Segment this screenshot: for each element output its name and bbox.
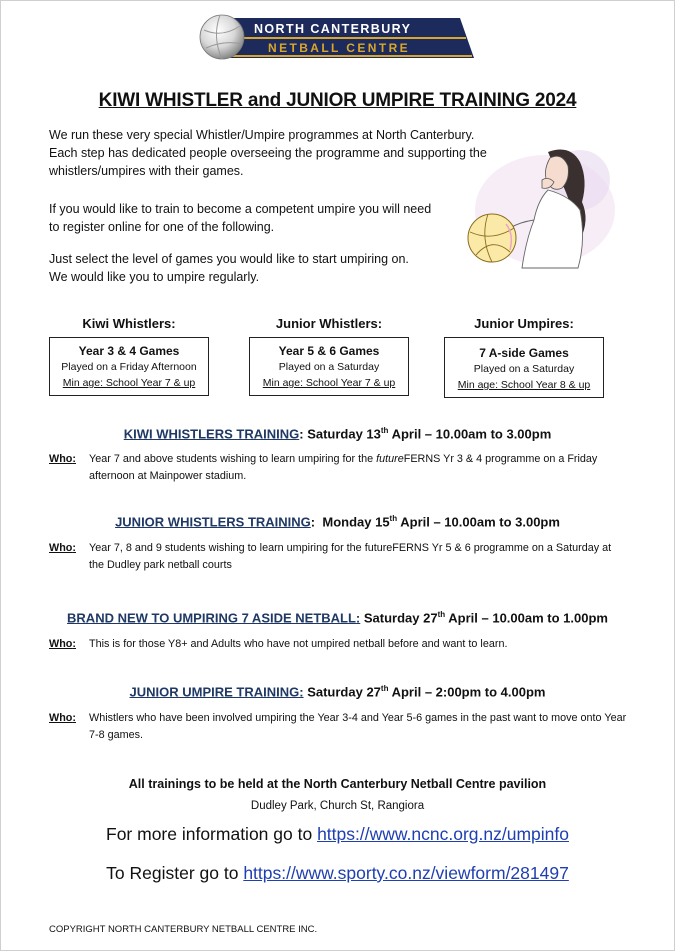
- programme-heading-junior-whistlers: Junior Whistlers:: [275, 316, 383, 331]
- who-text: This is for those Y8+ and Adults who have not umpired netball before and want to learn.: [89, 638, 508, 650]
- programme-box-kiwi: [49, 337, 209, 396]
- games-label: 7 A-side Games: [479, 346, 569, 360]
- training-time: April – 10.00am to 3.00pm: [397, 514, 560, 530]
- intro-line: Each step has dedicated people overseeing the programme and supporting the: [49, 146, 487, 160]
- register-line: [0, 863, 675, 884]
- who-text: Year 7, 8 and 9 students wishing to learn umpiring for the futureFERNS Yr 5 & 6 programme on a Saturday at the Dudley park netball courts: [89, 542, 612, 571]
- intro-line: If you would like to train to become a competent umpire you will need: [49, 202, 432, 216]
- more-info-link[interactable]: https://www.ncnc.org.nz/umpinfo: [317, 824, 569, 844]
- programme-heading-junior-umpires: Junior Umpires:: [474, 316, 574, 331]
- venue-address: Dudley Park, Church St, Rangiora: [250, 800, 425, 812]
- intro-line: to register online for one of the following.: [49, 220, 275, 234]
- intro-line: Just select the level of games you would like to start umpiring on.: [49, 252, 409, 266]
- games-label: Year 3 & 4 Games: [78, 344, 180, 358]
- training-name: JUNIOR UMPIRE TRAINING:: [129, 684, 304, 700]
- register-link[interactable]: https://www.sporty.co.nz/viewform/281497: [243, 863, 569, 883]
- venue-line: All trainings to be held at the North Canterbury Netball Centre pavilion: [128, 777, 547, 791]
- intro-paragraph-2: [49, 200, 431, 236]
- training-ordinal: th: [437, 610, 446, 619]
- min-age-label: Min age: School Year 8 & up: [457, 379, 591, 391]
- page-title: KIWI WHISTLER and JUNIOR UMPIRE TRAINING 2024: [98, 90, 577, 111]
- training-heading-junior-whistlers: [0, 514, 675, 529]
- training-who-junior-umpire: [49, 710, 629, 744]
- logo-line2: NETBALL CENTRE: [268, 41, 411, 55]
- ncnc-logo: [198, 12, 476, 62]
- training-name: JUNIOR WHISTLERS TRAINING: [115, 514, 311, 530]
- intro-paragraph-3: [49, 250, 409, 286]
- netball-icon: [468, 214, 516, 262]
- training-day: Saturday 27: [307, 684, 381, 700]
- programme-box-junior-umpires: [444, 337, 604, 398]
- who-label: Who:: [49, 712, 76, 724]
- training-day: Saturday 27: [363, 610, 438, 626]
- training-who-junior-whistlers: [49, 540, 629, 574]
- training-name: BRAND NEW TO UMPIRING 7 ASIDE NETBALL:: [67, 610, 361, 626]
- who-label: Who:: [49, 542, 76, 554]
- training-ordinal: th: [380, 684, 389, 693]
- played-label: Played on a Saturday: [473, 363, 575, 375]
- who-text: Year 7 and above students wishing to learn umpiring for the futureFERNS Yr 3 & 4 programme on a Friday afternoon at Mainpower stadium.: [89, 453, 598, 482]
- more-info-line: [0, 824, 675, 845]
- games-label: Year 5 & 6 Games: [278, 344, 380, 358]
- training-time: April – 10.00am to 3.00pm: [388, 426, 552, 442]
- intro-line: whistlers/umpires with their games.: [49, 164, 244, 178]
- umpire-illustration: [430, 140, 615, 270]
- training-heading-kiwi: [0, 426, 675, 441]
- intro-line: We would like you to umpire regularly.: [49, 270, 260, 284]
- training-sep: :: [310, 514, 323, 530]
- netball-icon: [200, 15, 244, 59]
- who-label: Who:: [49, 638, 76, 650]
- more-info-prefix: For more information go to: [106, 824, 318, 844]
- played-label: Played on a Friday Afternoon: [61, 361, 197, 373]
- logo-line1: NORTH CANTERBURY: [254, 22, 412, 36]
- training-who-brand-new: [49, 636, 629, 653]
- intro-line: We run these very special Whistler/Umpire programmes at North Canterbury.: [49, 128, 475, 142]
- who-label: Who:: [49, 453, 76, 465]
- who-text: Whistlers who have been involved umpiring the Year 3-4 and Year 5-6 games in the past want to move onto Year 7-8 games.: [89, 712, 627, 741]
- training-ordinal: th: [389, 514, 398, 523]
- min-age-label: Min age: School Year 7 & up: [262, 377, 396, 389]
- copyright-notice: COPYRIGHT NORTH CANTERBURY NETBALL CENTRE INC.: [49, 924, 318, 935]
- training-who-kiwi: [49, 451, 629, 485]
- register-prefix: To Register go to: [106, 863, 244, 883]
- training-heading-brand-new: [0, 610, 675, 625]
- training-sep: :: [299, 426, 308, 442]
- training-time: April – 2:00pm to 4.00pm: [388, 684, 546, 700]
- min-age-label: Min age: School Year 7 & up: [62, 377, 196, 389]
- played-label: Played on a Saturday: [278, 361, 380, 373]
- training-day: Saturday 13: [307, 426, 381, 442]
- training-heading-junior-umpire: [0, 684, 675, 699]
- intro-paragraph-1: [49, 126, 487, 180]
- training-time: April – 10.00am to 1.00pm: [445, 610, 608, 626]
- training-ordinal: th: [380, 426, 389, 435]
- training-name: KIWI WHISTLERS TRAINING: [123, 426, 300, 442]
- programme-box-junior-whistlers: [249, 337, 409, 396]
- programme-heading-kiwi: Kiwi Whistlers:: [82, 316, 176, 331]
- training-day: Monday 15: [322, 514, 390, 530]
